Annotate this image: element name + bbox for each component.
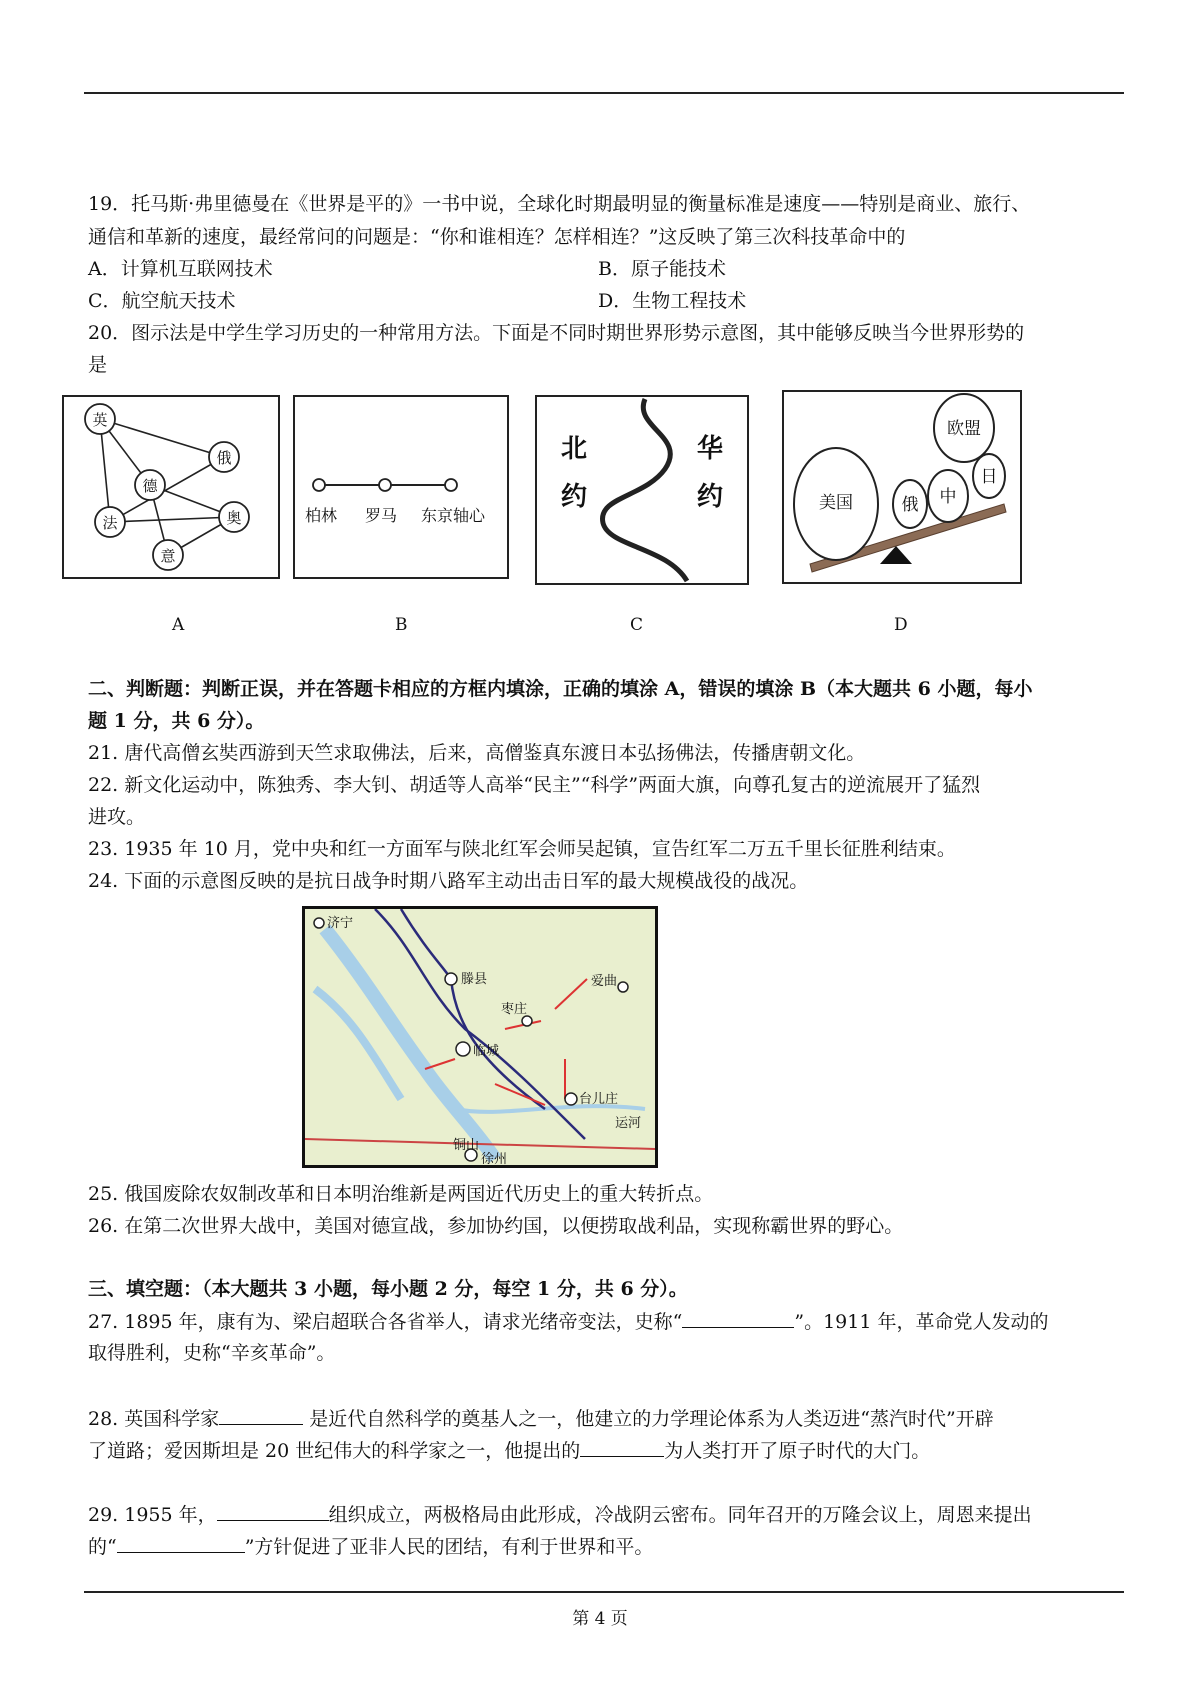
figure-d (782, 390, 1022, 584)
q19-option-b: B．原子能技术 (598, 258, 726, 280)
city-aiqu-marker (618, 982, 628, 992)
q29-blank-2[interactable] (117, 1534, 245, 1553)
axis-node (379, 479, 391, 491)
caption-d: D (894, 615, 908, 635)
q27-text-after-blank: ”。1911 年，革命党人发动的 (794, 1311, 1049, 1333)
city-zaozhuang: 枣庄 (501, 1002, 528, 1017)
node-italy: 意 (160, 547, 176, 565)
figure-a (62, 395, 280, 579)
city-aiqu: 爱曲 (591, 974, 618, 989)
node-france: 法 (102, 514, 118, 532)
label-usa: 美国 (819, 493, 853, 513)
bottom-rule (84, 1591, 1124, 1593)
q22-line1: 22. 新文化运动中，陈独秀、李大钊、胡适等人高举“民主”“科学”两面大旗，向尊孔复古的逆流展开了猛烈 (88, 774, 981, 796)
q29-text-after-blank: 组织成立，两极格局由此形成，冷战阴云密布。同年召开的万隆会议上，周恩来提出 (328, 1504, 1032, 1526)
q28-blank-2[interactable] (580, 1438, 664, 1457)
city-xuzhou: 徐州 (481, 1152, 508, 1165)
city-taierzhuang-marker (565, 1093, 577, 1105)
node-england: 英 (92, 411, 108, 429)
caption-a: A (172, 615, 185, 635)
label-warsaw-bottom: 约 (697, 482, 724, 512)
q21-text: 21. 唐代高僧玄奘西游到天竺求取佛法，后来，高僧鉴真东渡日本弘扬佛法，传播唐朝文化。 (88, 742, 866, 764)
label-china: 中 (939, 487, 957, 507)
q27-text-before-blank: 27. 1895 年，康有为、梁启超联合各省举人，请求光绪帝变法，史称“ (88, 1311, 683, 1333)
q28-blank-1[interactable] (219, 1406, 303, 1425)
label-warsaw-top: 华 (697, 434, 724, 464)
q26-text: 26. 在第二次世界大战中，美国对德宣战，参加协约国，以便捞取战利品，实现称霸世界的野心。 (88, 1215, 904, 1237)
q29-line2 (88, 1534, 653, 1559)
q24-text: 24. 下面的示意图反映的是抗日战争时期八路军主动出击日军的最大规模战役的战况。 (88, 870, 809, 892)
river-canal: 运河 (615, 1116, 642, 1131)
label-nato-top: 北 (561, 434, 588, 464)
q20-line1: 20．图示法是中学生学习历史的一种常用方法。下面是不同时期世界形势示意图，其中能够反映当今世界形势的 (88, 322, 1025, 344)
q28-text-before-blank: 28. 英国科学家 (88, 1408, 220, 1430)
q22-line2: 进攻。 (88, 806, 146, 828)
q23-text: 23. 1935 年 10 月，党中央和红一方面军与陕北红军会师吴起镇，宣告红军二万五千里长征胜利结束。 (88, 838, 956, 860)
q28-text-after-blank: 是近代自然科学的奠基人之一，他建立的力学理论体系为人类迈进“蒸汽时代”开辟 (303, 1408, 994, 1430)
q19-option-c: C．航空航天技术 (88, 290, 236, 312)
section3-heading: 三、填空题：（本大题共 3 小题，每小题 2 分，每空 1 分，共 6 分）。 (88, 1278, 688, 1300)
q19-line2: 通信和革新的速度，最经常问的问题是：“你和谁相连？怎样相连？”这反映了第三次科技革命中的 (88, 226, 906, 248)
figure-c-diagram (537, 397, 747, 583)
city-jining-marker (314, 918, 324, 928)
city-lincheng: 临城 (473, 1044, 500, 1059)
q28-text-after-blank-2: 为人类打开了原子时代的大门。 (664, 1440, 931, 1462)
caption-c: C (630, 615, 644, 635)
label-eu: 欧盟 (947, 419, 981, 439)
label-japan: 日 (980, 467, 998, 487)
figure-d-diagram (784, 392, 1020, 582)
top-rule (84, 92, 1124, 94)
q29-blank-1[interactable] (217, 1502, 329, 1521)
label-nato-bottom: 约 (561, 482, 588, 512)
q19-line1: 19．托马斯·弗里德曼在《世界是平的》一书中说，全球化时期最明显的衡量标准是速度——特别是商业、旅行、 (88, 193, 1031, 215)
q29-text-before-blank: 29. 1955 年， (88, 1504, 217, 1526)
label-tokyo-axis: 东京轴心 (421, 506, 486, 525)
city-tengxian-marker (445, 973, 457, 985)
label-rome: 罗马 (365, 506, 398, 525)
city-zaozhuang-marker (522, 1016, 532, 1026)
q27-line1 (88, 1309, 1048, 1334)
figure-a-diagram (64, 397, 278, 577)
axis-node (313, 479, 325, 491)
figure-b-diagram (295, 397, 507, 577)
q25-text: 25. 俄国废除农奴制改革和日本明治维新是两国近代历史上的重大转折点。 (88, 1183, 714, 1205)
label-berlin: 柏林 (305, 506, 338, 525)
node-austria: 奥 (226, 509, 242, 527)
figure-c (535, 395, 749, 585)
q27-blank-1[interactable] (682, 1309, 794, 1328)
page-number: 第 4 页 (572, 1609, 628, 1629)
q29-line1 (88, 1502, 1032, 1527)
q29-text-after-blank-2: ”方针促进了亚非人民的团结，有利于世界和平。 (244, 1536, 654, 1558)
city-tongshan: 铜山 (453, 1138, 480, 1153)
figure-b (293, 395, 509, 579)
caption-b: B (395, 615, 408, 635)
q28-text-before-blank-2: 了道路；爱因斯坦是 20 世纪伟大的科学家之一，他提出的 (88, 1440, 581, 1462)
q27-line2: 取得胜利，史称“辛亥革命”。 (88, 1342, 336, 1364)
node-germany: 德 (142, 477, 158, 495)
q28-line1 (88, 1406, 994, 1431)
q28-line2 (88, 1438, 930, 1463)
label-russia: 俄 (901, 495, 919, 515)
q19-option-d: D．生物工程技术 (598, 290, 747, 312)
battle-map (302, 906, 658, 1168)
section2-heading-line2: 题 1 分，共 6 分）。 (88, 710, 265, 732)
city-jining: 济宁 (327, 916, 354, 931)
q29-text-before-blank-2: 的“ (88, 1536, 117, 1558)
city-tengxian: 滕县 (461, 972, 488, 987)
battle-map-drawing (305, 909, 655, 1165)
axis-node (445, 479, 457, 491)
city-lincheng-marker (456, 1042, 470, 1056)
section2-heading-line1: 二、判断题：判断正误，并在答题卡相应的方框内填涂，正确的填涂 A，错误的填涂 B（本大题共 6 小题，每小 (88, 678, 1033, 700)
q19-option-a: A．计算机互联网技术 (88, 258, 273, 280)
city-taierzhuang: 台儿庄 (579, 1092, 619, 1107)
node-russia: 俄 (216, 449, 232, 467)
q20-line2: 是 (88, 354, 108, 376)
